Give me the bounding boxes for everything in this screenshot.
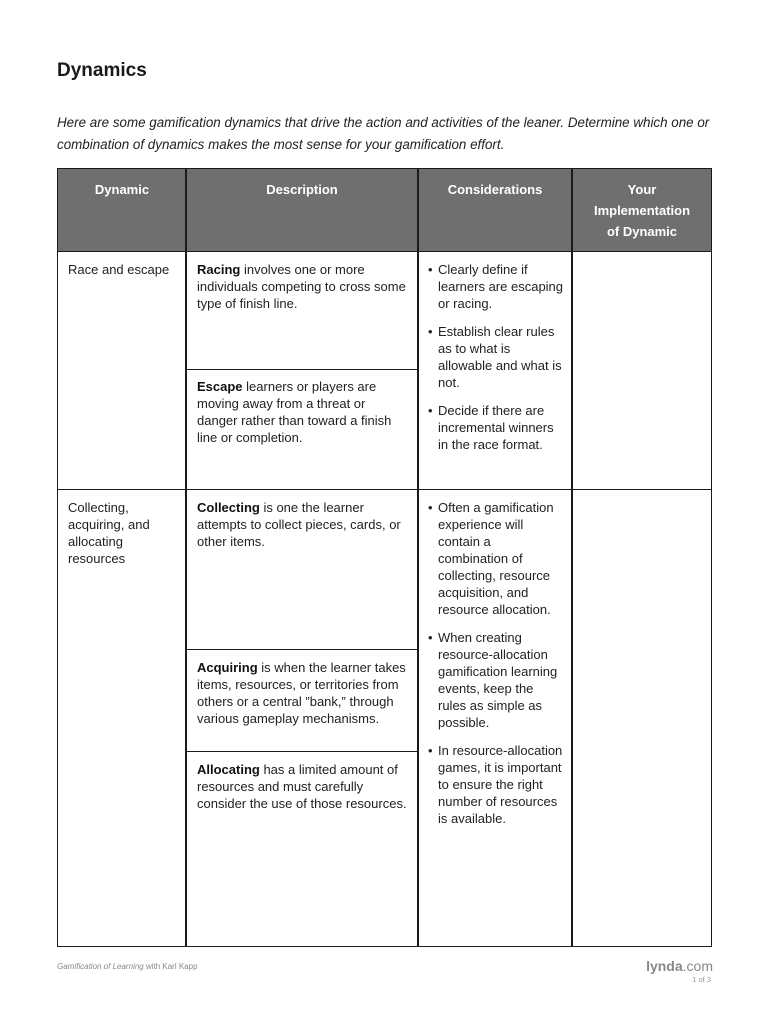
page-title: Dynamics [57, 60, 147, 81]
term-allocating: Allocating [197, 762, 260, 777]
logo-suffix: .com [682, 958, 713, 974]
row2-description-acquiring [197, 659, 407, 727]
row-divider [58, 251, 711, 252]
consideration-item: • Decide if there are incremental winners in the race format. [428, 402, 564, 453]
footer-course [57, 962, 198, 971]
column-divider [571, 169, 573, 946]
term-acquiring: Acquiring [197, 660, 258, 675]
logo-bold: lynda [646, 958, 683, 974]
header-implementation: Your Implementation of Dynamic [593, 182, 691, 239]
description-divider [186, 751, 418, 752]
description-divider [186, 649, 418, 650]
row-divider [58, 489, 711, 490]
course-title: Gamification of Learning [57, 962, 144, 971]
row1-description-escape [197, 378, 409, 446]
term-collecting: Collecting [197, 500, 260, 515]
intro-text: Here are some gamification dynamics that drive the action and activities of the leaner. Determine which one or combination of dynamics makes the most sense for your gamification effort. [57, 115, 710, 152]
description-divider [186, 369, 418, 370]
lynda-logo [646, 958, 713, 974]
term-escape: Escape [197, 379, 243, 394]
row2-dynamic: Collecting, acquiring, and allocating resources [68, 500, 150, 566]
row2-description-allocating [197, 761, 407, 812]
text-allocating: has a limited amount of resources and must carefully consider the use of those resources. [197, 762, 407, 811]
consideration-item: • Clearly define if learners are escaping or racing. [428, 261, 564, 312]
header-considerations: Considerations [447, 182, 543, 197]
column-divider [417, 169, 419, 946]
term-racing: Racing [197, 262, 241, 277]
text-acquiring: is when the learner takes items, resources, or territories from others or a central ”bank,” through various gameplay mechanisms. [197, 660, 406, 726]
text-collecting: is one the learner attempts to collect pieces, cards, or other items. [197, 500, 401, 549]
row2-considerations [428, 499, 564, 838]
page-number: 1 of 3 [692, 975, 711, 984]
text-escape: learners or players are moving away from a threat or danger rather than toward a finish line or completion. [197, 379, 392, 445]
consideration-item: • Establish clear rules as to what is allowable and what is not. [428, 323, 564, 391]
consideration-item: • In resource-allocation games, it is important to ensure the right number of resources is available. [428, 742, 564, 827]
header-description: Description [266, 182, 338, 197]
row1-dynamic: Race and escape [68, 262, 170, 277]
row1-considerations [428, 261, 564, 464]
dynamics-table [57, 168, 712, 947]
column-divider [185, 169, 187, 946]
header-dynamic: Dynamic [94, 182, 150, 197]
row1-description-racing [197, 261, 407, 312]
text-racing: involves one or more individuals competing to cross some type of finish line. [197, 262, 406, 311]
consideration-item: • Often a gamification experience will contain a combination of collecting, resource acquisition, and resource allocation. [428, 499, 564, 618]
row2-description-collecting [197, 499, 407, 550]
consideration-item: • When creating resource-allocation gamification learning events, keep the rules as simple as possible. [428, 629, 564, 731]
course-author: with Karl Kapp [143, 962, 198, 971]
table-header [58, 169, 711, 251]
